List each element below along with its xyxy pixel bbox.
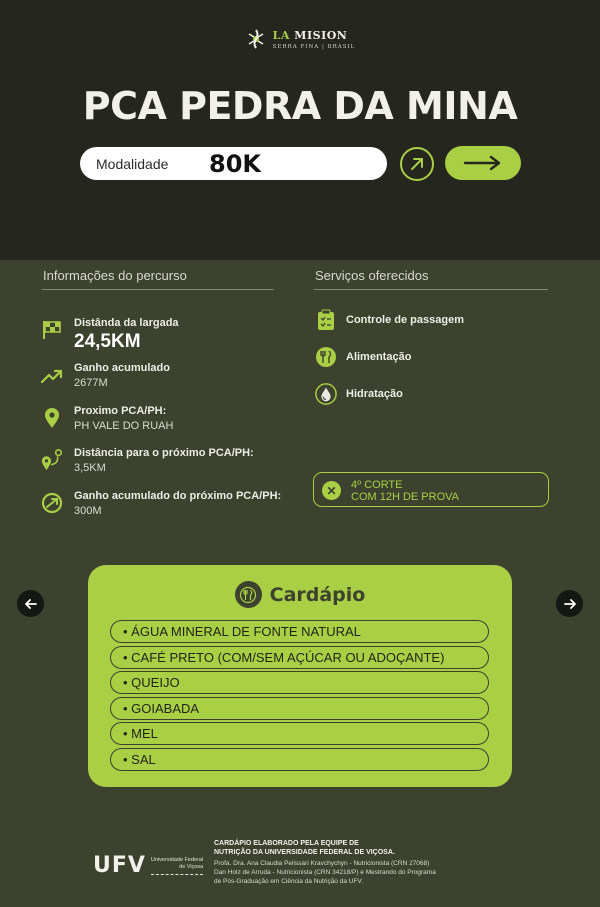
footer-line-1: Profa. Dra. Ana Claudia Pelissari Kravchychyn - Nutricionista (CRN 27068) <box>214 860 430 867</box>
info-label: Ganho acumulado do próximo PCA/PH: <box>74 490 282 502</box>
route-info-divider <box>42 289 274 290</box>
brand-name-part2: MISION <box>294 28 348 42</box>
service-item-food <box>315 346 411 368</box>
menu-list <box>110 620 489 774</box>
brand-name <box>273 29 348 42</box>
arrow-right-icon <box>463 155 503 171</box>
ufv-logo-lines <box>151 874 203 875</box>
modality-selector[interactable] <box>80 147 387 180</box>
ufv-logo <box>93 853 203 878</box>
modality-value: 80K <box>209 149 261 178</box>
route-icon <box>40 447 64 473</box>
utensils-icon <box>315 346 337 368</box>
mountain-silhouette <box>0 190 600 270</box>
close-icon: ✕ <box>322 481 341 500</box>
menu-title: Cardápio <box>269 583 366 606</box>
menu-card <box>88 565 512 787</box>
brand-subtitle: SERRA FINA | BRASIL <box>272 43 356 50</box>
info-label: Ganho acumulado <box>74 362 170 374</box>
ufv-logo-sub1: Universidade Federal <box>150 856 204 863</box>
menu-item: • MEL <box>110 722 489 745</box>
next-slide-button[interactable] <box>556 590 583 617</box>
brand-name-part1: LA <box>272 28 290 42</box>
info-value: PH VALE DO RUAH <box>74 420 174 432</box>
brand-logo <box>0 28 600 50</box>
page-title: PCA PEDRA DA MINA <box>82 84 518 128</box>
info-item-gain-next <box>40 490 281 517</box>
service-label: Hidratação <box>346 388 403 400</box>
utensils-icon <box>235 581 262 608</box>
service-label: Controle de passagem <box>346 314 464 326</box>
external-link-button[interactable] <box>400 147 434 181</box>
cutoff-line1: 4º CORTE <box>351 479 403 491</box>
trend-up-icon <box>40 364 64 386</box>
location-pin-icon <box>43 407 61 429</box>
menu-item: • ÁGUA MINERAL DE FONTE NATURAL <box>110 620 489 643</box>
clipboard-icon <box>317 309 335 331</box>
ufv-logo-sub2: de Viçosa <box>179 863 204 870</box>
footer-heading-1: CARDÁPIO ELABORADO PELA EQUIPE DE <box>214 840 359 847</box>
services-heading: Serviços oferecidos <box>315 268 429 283</box>
info-item-distance <box>40 317 179 353</box>
previous-slide-button[interactable] <box>17 590 44 617</box>
route-info-heading: Informações do percurso <box>43 268 187 283</box>
info-label: Proximo PCA/PH: <box>74 405 167 417</box>
info-value: 3,5KM <box>74 462 106 474</box>
lizard-logo-icon <box>245 28 267 50</box>
arrow-right-icon <box>563 597 577 611</box>
arrow-left-icon <box>24 597 38 611</box>
info-item-elevation-gain <box>40 362 170 389</box>
service-item-checkpoint-control <box>315 309 464 331</box>
services-divider <box>314 289 548 290</box>
info-label: Distânda da largada <box>74 317 179 329</box>
info-label: Distância para o próximo PCA/PH: <box>74 447 254 459</box>
footer-line-3: de Pós-Graduação em Ciência da Nutrição da UFV. <box>214 878 363 885</box>
info-item-distance-next <box>40 447 254 474</box>
water-drop-icon <box>315 382 337 406</box>
cutoff-notice <box>313 472 549 507</box>
service-item-hydration <box>315 383 403 405</box>
cutoff-line2: COM 12H DE PROVA <box>351 491 459 503</box>
ufv-logo-text: UFV <box>93 853 146 878</box>
info-value: 2677M <box>74 377 108 389</box>
info-item-next-checkpoint <box>40 405 173 432</box>
modality-label: Modalidade <box>96 155 169 172</box>
service-label: Alimentação <box>346 351 412 363</box>
menu-item: • QUEIJO <box>110 671 489 694</box>
footer-credits <box>214 839 534 886</box>
footer-line-2: Dan Holz de Arruda - Nutricionista (CRN 34218/P) e Mestrando do Programa <box>214 869 436 876</box>
menu-item: • CAFÉ PRETO (COM/SEM AÇÚCAR OU ADOÇANTE) <box>110 646 489 669</box>
info-value: 300M <box>74 505 102 517</box>
footer-heading-2: NUTRIÇÃO DA UNIVERSIDADE FEDERAL DE VIÇOSA. <box>214 849 395 856</box>
next-button[interactable] <box>445 146 521 180</box>
flag-icon <box>41 319 63 341</box>
arrow-up-right-icon <box>409 156 425 172</box>
menu-item: • SAL <box>110 748 489 771</box>
menu-item: • GOIABADA <box>110 697 489 720</box>
elevation-icon <box>41 492 63 514</box>
info-value: 24,5KM <box>74 331 141 352</box>
